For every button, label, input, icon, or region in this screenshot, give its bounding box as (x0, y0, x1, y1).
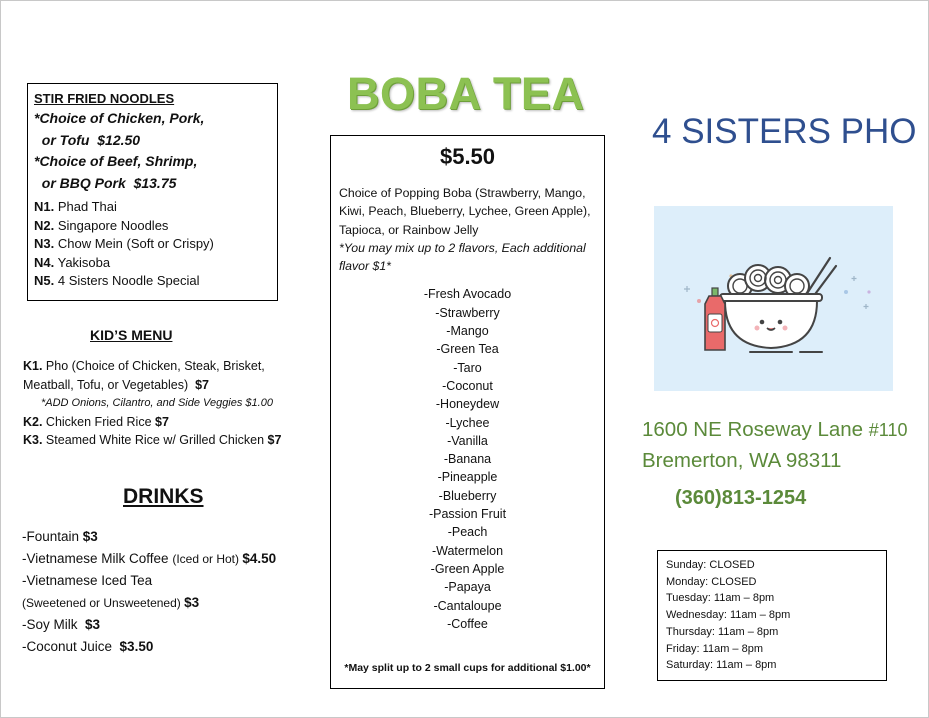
flavor-item: -Coconut (442, 378, 493, 393)
flavor-item: -Green Apple (430, 561, 505, 576)
sriracha-bottle-icon (705, 288, 725, 350)
flavor-item: -Passion Fruit (428, 507, 507, 522)
flavor-item: -Lychee (445, 415, 490, 430)
flavor-item: -Fresh Avocado (423, 287, 512, 302)
kids-item-k3: K3. Steamed White Rice w/ Grilled Chicken $7 (23, 433, 282, 448)
address-line-1: 1600 NE Roseway Lane #110 (642, 418, 908, 441)
choice2-line1: *Choice of Beef, Shrimp, (34, 153, 198, 169)
drink-iced-tea-note: (Sweetened or Unsweetened) $3 (22, 594, 200, 610)
pho-bowl-icon (654, 206, 893, 391)
boba-price: $5.50 (439, 144, 496, 169)
flavor-item: -Vanilla (447, 433, 488, 448)
drink-soy-milk: -Soy Milk $3 (22, 617, 101, 633)
flavor-item: -Watermelon (431, 543, 504, 558)
menu-item-n2: N2. Singapore Noodles (34, 217, 169, 233)
boba-description (339, 184, 596, 275)
drinks-title: DRINKS (123, 485, 204, 508)
choice1-line1: *Choice of Chicken, Pork, (34, 110, 205, 126)
kids-item-k1: K1. Pho (Choice of Chicken, Steak, Brisket, (23, 359, 265, 373)
hours-wednesday: Wednesday: 11am – 8pm (666, 609, 791, 622)
choice1-line2: or Tofu $12.50 (34, 131, 141, 148)
hours-tuesday: Tuesday: 11am – 8pm (666, 592, 775, 605)
choice2-line2: or BBQ Pork $13.75 (34, 174, 177, 191)
hours-saturday: Saturday: 11am – 8pm (666, 659, 777, 672)
hours-monday: Monday: CLOSED (666, 575, 757, 588)
stir-fried-noodles-box (27, 83, 278, 301)
drink-iced-tea: -Vietnamese Iced Tea (22, 573, 153, 589)
kids-menu-title: KID’S MENU (90, 327, 173, 343)
noodle-items (34, 198, 271, 291)
flavor-item: -Honeydew (435, 397, 500, 412)
address-line-2: Bremerton, WA 98311 (642, 449, 842, 472)
menu-item-n4: N4. Yakisoba (34, 254, 111, 270)
kids-menu-list (23, 357, 313, 450)
flavor-item: -Blueberry (438, 488, 497, 503)
boba-desc-text: Choice of Popping Boba (Strawberry, Mango, Kiwi, Peach, Blueberry, Lychee, Green Apple), Tapioca, or Rainbow Jelly (339, 186, 591, 237)
flavor-item: -Pineapple (437, 470, 498, 485)
hours-thursday: Thursday: 11am – 8pm (666, 625, 779, 638)
flavor-item: -Green Tea (436, 342, 499, 357)
hours-friday: Friday: 11am – 8pm (666, 642, 764, 655)
hours-sunday: Sunday: CLOSED (666, 559, 755, 571)
flavor-item: -Coffee (447, 616, 488, 631)
menu-item-n1: N1. Phad Thai (34, 199, 117, 214)
menu-item-n5: N5. 4 Sisters Noodle Special (34, 273, 200, 288)
drink-coconut-juice: -Coconut Juice $3.50 (22, 638, 154, 654)
flavor-item: -Banana (443, 452, 492, 467)
drink-milk-coffee: -Vietnamese Milk Coffee (Iced or Hot) $4.50 (22, 550, 277, 566)
menu-item-n3: N3. Chow Mein (Soft or Crispy) (34, 236, 214, 251)
boba-flavors-list (339, 285, 596, 633)
boba-tea-title: BOBA TEA (347, 68, 585, 119)
business-hours-box (657, 550, 887, 681)
boba-tea-box (330, 135, 605, 689)
restaurant-name: 4 SISTERS PHO (652, 112, 917, 151)
kids-add-note: *ADD Onions, Cilantro, and Side Veggies $1.00 (41, 397, 273, 410)
boba-mix-note: *You may mix up to 2 flavors, Each additional flavor $1* (339, 240, 586, 274)
choice-chicken-pork-tofu (34, 108, 271, 194)
kids-item-k1-cont: Meatball, Tofu, or Vegetables) $7 (23, 377, 210, 392)
flavor-item: -Papaya (444, 580, 491, 595)
phone-number: (360)813-1254 (675, 487, 807, 509)
flavor-item: -Mango (446, 324, 489, 339)
flavor-item: -Taro (453, 360, 482, 375)
pho-bowl-illustration (654, 206, 893, 391)
flavor-item: -Peach (447, 525, 488, 540)
drinks-list (22, 526, 322, 658)
kids-item-k2: K2. Chicken Fried Rice $7 (23, 414, 169, 429)
boba-footnote: *May split up to 2 small cups for additional $1.00* (344, 662, 591, 674)
stir-fried-title: STIR FRIED NOODLES (34, 91, 175, 106)
flavor-item: -Strawberry (435, 305, 500, 320)
flavor-item: -Cantaloupe (433, 598, 502, 613)
drink-fountain: -Fountain $3 (22, 529, 98, 544)
